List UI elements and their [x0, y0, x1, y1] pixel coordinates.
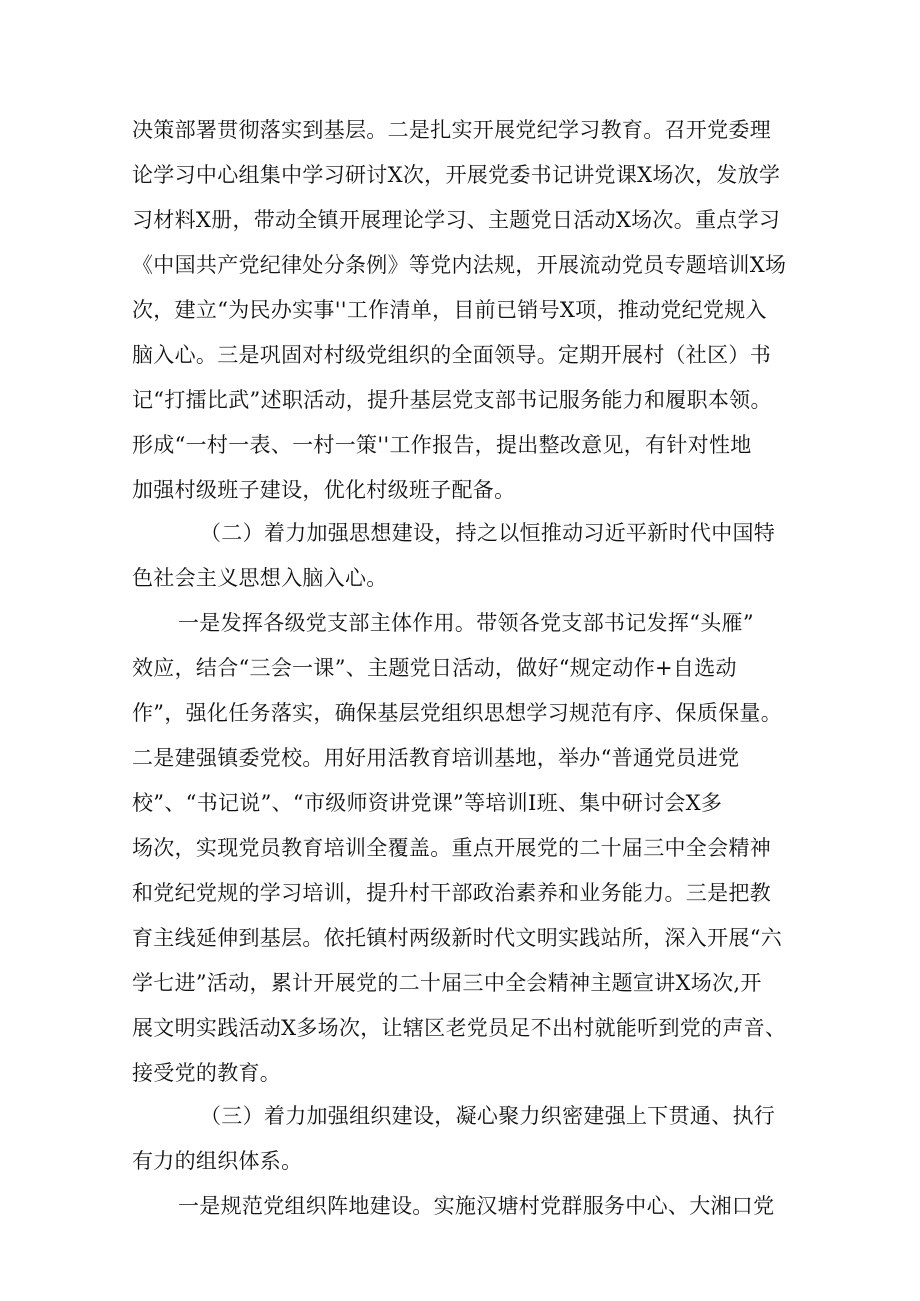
paragraph-line: 和党纪党规的学习培训，提升村干部政治素养和业务能力。三是把教: [132, 881, 771, 905]
paragraph-line: 习材料X册，带动全镇开展理论学习、主题党日活动X场次。重点学习: [132, 208, 781, 232]
paragraph-line: 场次，实现党员教育培训全覆盖。重点开展党的二十届三中全会精神: [132, 836, 771, 860]
paragraph-line: 作”，强化任务落实，确保基层党组织思想学习规范有序、保质保量。: [132, 701, 783, 725]
paragraph-line: 展文明实践活动X多场次，让辖区老党员足不出村就能听到党的声音、: [132, 1016, 787, 1040]
paragraph-line: 育主线延伸到基层。依托镇村两级新时代文明实践站所，深入开展“六: [132, 926, 783, 950]
paragraph-line: 二是建强镇委党校。用好用活教育培训基地，举办“普通党员进党: [132, 746, 740, 770]
paragraph-line: 决策部署贯彻落实到基层。二是扎实开展党纪学习教育。召开党委理: [132, 118, 771, 142]
paragraph-line: 《中国共产党纪律处分条例》等党内法规，开展流动党员专题培训X场: [132, 253, 787, 277]
section-heading-3: （三）着力加强组织建设，凝心聚力织密建强上下贯通、执行: [200, 1104, 776, 1128]
section-heading-2: （二）着力加强思想建设，持之以恒推动习近平新时代中国特: [200, 521, 776, 545]
section-heading-3-cont: 有力的组织体系。: [132, 1149, 303, 1173]
paragraph-line: 形成“一村一表、一村一策''工作报告，提出整改意见，有针对性地: [132, 433, 752, 457]
paragraph-line: 脑入心。三是巩固对村级党组织的全面领导。定期开展村（社区）书: [132, 343, 771, 367]
paragraph-line: 效应，结合“三会一课”、主题党日活动，做好“规定动作+自选动: [132, 656, 737, 680]
paragraph-line: 一是规范党组织阵地建设。实施汉塘村党群服务中心、大湘口党: [178, 1194, 775, 1218]
paragraph-line: 校”、“书记说”、“市级师资讲党课”等培训I班、集中研讨会X多: [132, 791, 723, 815]
paragraph-line: 加强村级班子建设，优化村级班子配备。: [132, 478, 516, 502]
paragraph-line: 论学习中心组集中学习研讨X次，开展党委书记讲党课X场次，发放学: [132, 163, 781, 187]
paragraph-line: 一是发挥各级党支部主体作用。带领各党支部书记发挥“头雁”: [178, 611, 754, 635]
paragraph-line: 学七进”活动，累计开展党的二十届三中全会精神主题宣讲X场次,开: [132, 971, 762, 995]
paragraph-line: 接受党的教育。: [132, 1061, 282, 1085]
paragraph-line: 记“打擂比武”述职活动，提升基层党支部书记服务能力和履职本领。: [132, 388, 772, 412]
section-heading-2-cont: 色社会主义思想入脑入心。: [132, 566, 388, 590]
paragraph-line: 次，建立“为民办实事''工作清单，目前已销号X项，推动党纪党规入: [132, 298, 767, 322]
